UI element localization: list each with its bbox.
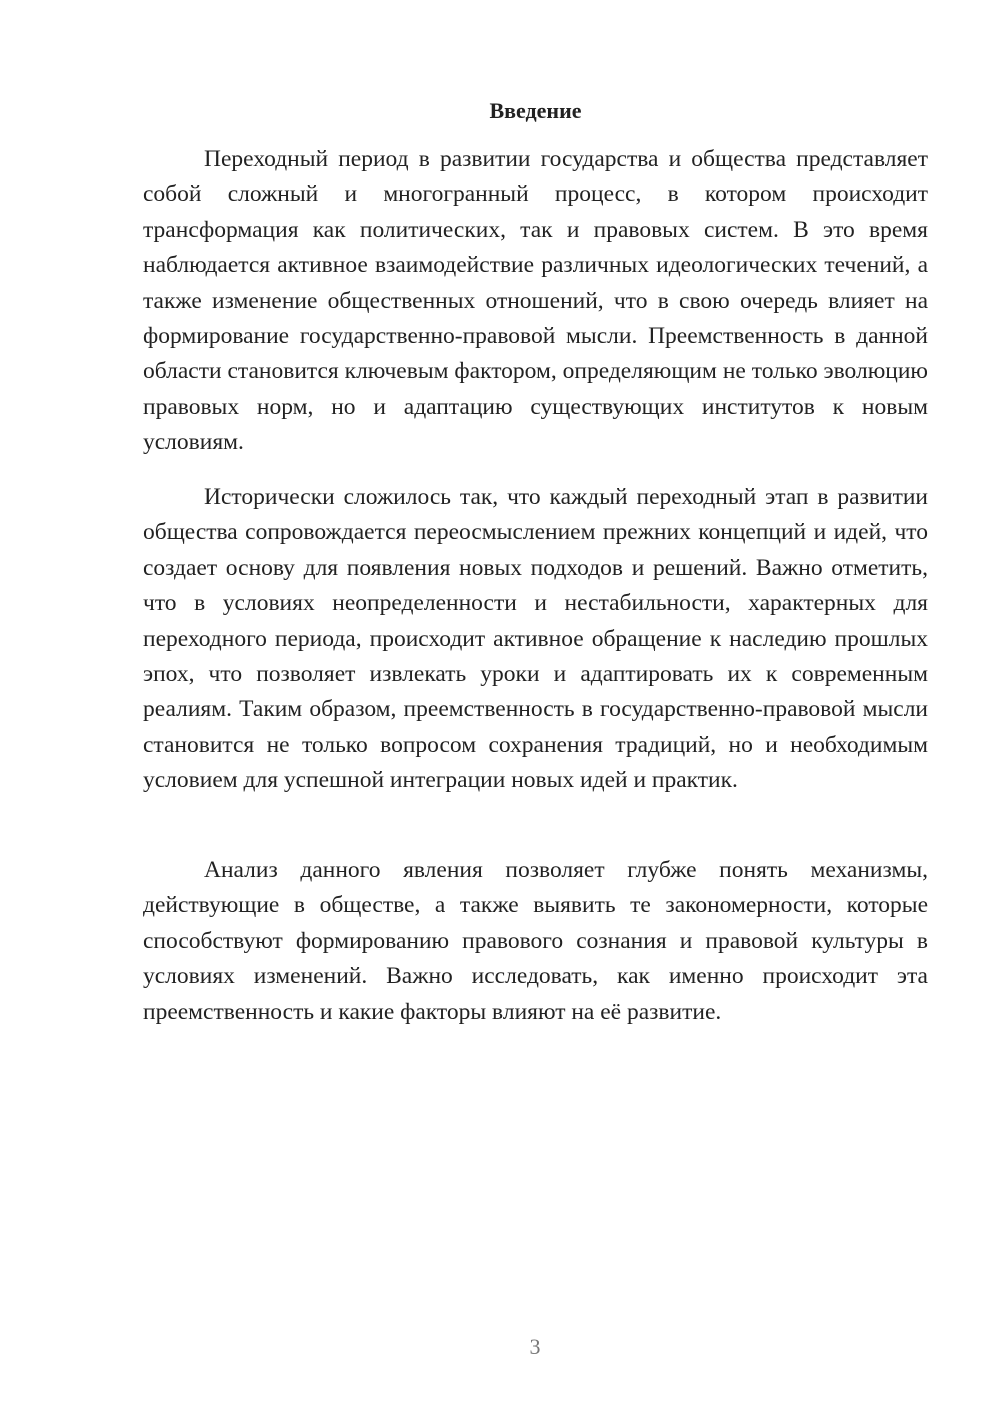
paragraph-2: Исторически сложилось так, что каждый переходный этап в развитии общества сопровождается переосмыслением прежних концепций и идей, что создает основу для появления новых подходов и решений. Важно отметить, что в условиях неопределенности и нестабильности, характерных для переходного периода, происходит активное обращение к наследию прошлых эпох, что позволяет извлекать уроки и адаптировать их к современным реалиям. Таким образом, преемственность в государственно-правовой мысли становится не только вопросом сохранения традиций, но и необходимым условием для успешной интеграции новых идей и практик. [143, 484, 928, 794]
paragraph-1: Переходный период в развитии государства и общества представляет собой сложный и многогранный процесс, в котором происходит трансформация как политических, так и правовых систем. В это время наблюдается активное взаимодействие различных идеологических течений, а также изменение общественных отношений, что в свою очередь влияет на формирование государственно-правовой мысли. Преемственность в данной области становится ключевым фактором, определяющим не только эволюцию правовых норм, но и адаптацию существующих институтов к новым условиям. [143, 146, 928, 456]
page-number: 3 [529, 1334, 541, 1359]
page-title: Введение [489, 98, 582, 123]
paragraph-3: Анализ данного явления позволяет глубже понять механизмы, действующие в обществе, а также выявить те закономерности, которые способствуют формированию правового сознания и правовой культуры в условиях изменений. Важно исследовать, как именно происходит эта преемственность и какие факторы влияют на её развитие. [143, 857, 928, 1025]
